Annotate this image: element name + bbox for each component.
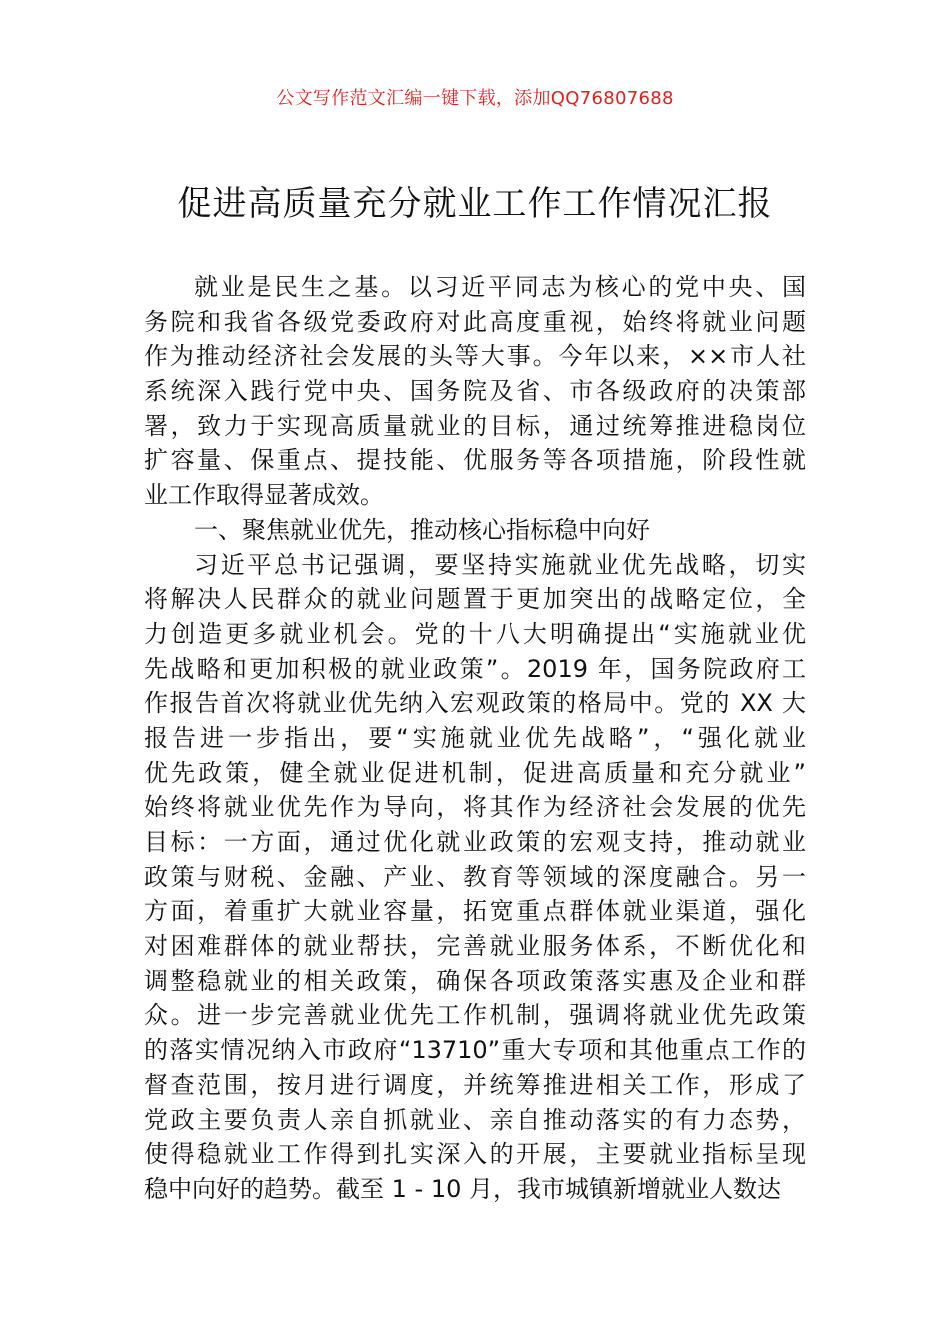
paragraph-line: 调整稳就业的相关政策，确保各项政策落实惠及企业和群 bbox=[144, 966, 806, 995]
paragraph-line: 将解决人民群众的就业问题置于更加突出的战略定位，全 bbox=[144, 585, 806, 614]
paragraph-line: 报告进一步指出，要“实施就业优先战略”，“强化就业 bbox=[144, 723, 806, 752]
paragraph-line: 对困难群体的就业帮扶，完善就业服务体系，不断优化和 bbox=[144, 932, 806, 961]
paragraph-line: 始终将就业优先作为导向，将其作为经济社会发展的优先 bbox=[144, 793, 806, 822]
paragraph-line: 先战略和更加积极的就业政策”。2019 年，国务院政府工 bbox=[144, 654, 806, 683]
section-heading: 一、聚焦就业优先，推动核心指标稳中向好 bbox=[194, 515, 650, 544]
paragraph-line: 稳中向好的趋势。截至 1 - 10 月，我市城镇新增就业人数达 bbox=[144, 1174, 781, 1203]
paragraph-line: 务院和我省各级党委政府对此高度重视，始终将就业问题 bbox=[144, 307, 806, 336]
paragraph-line: 署，致力于实现高质量就业的目标，通过统筹推进稳岗位 bbox=[144, 411, 806, 440]
document-title: 促进高质量充分就业工作工作情况汇报 bbox=[177, 184, 773, 224]
paragraph-line: 力创造更多就业机会。党的十八大明确提出“实施就业优 bbox=[144, 619, 806, 648]
paragraph-line: 作为推动经济社会发展的头等大事。今年以来，××市人社 bbox=[144, 342, 806, 371]
document-body bbox=[144, 270, 806, 1207]
paragraph-line: 党政主要负责人亲自抓就业、亲自推动落实的有力态势， bbox=[144, 1105, 806, 1134]
paragraph-line: 目标：一方面，通过优化就业政策的宏观支持，推动就业 bbox=[144, 828, 806, 856]
paragraph-line: 使得稳就业工作得到扎实深入的开展，主要就业指标呈现 bbox=[144, 1140, 806, 1169]
paragraph-line: 优先政策，健全就业促进机制，促进高质量和充分就业” bbox=[144, 758, 806, 787]
paragraph-line: 的落实情况纳入市政府“13710”重大专项和其他重点工作的 bbox=[144, 1036, 806, 1065]
paragraph-line: 作报告首次将就业优先纳入宏观政策的格局中。党的 XX 大 bbox=[144, 689, 806, 718]
paragraph-line: 方面，着重扩大就业容量，拓宽重点群体就业渠道，强化 bbox=[144, 897, 806, 926]
paragraph-line: 业工作取得显著成效。 bbox=[144, 481, 384, 510]
paragraph-line: 就业是民生之基。以习近平同志为核心的党中央、国 bbox=[194, 273, 806, 301]
paragraph-line: 督查范围，按月进行调度，并统筹推进相关工作，形成了 bbox=[144, 1070, 806, 1099]
paragraph-line: 系统深入践行党中央、国务院及省、市各级政府的决策部 bbox=[144, 377, 806, 406]
paragraph-line: 扩容量、保重点、提技能、优服务等各项措施，阶段性就 bbox=[144, 446, 806, 475]
download-watermark-link: 公文写作范文汇编一键下载，添加QQ76807688 bbox=[276, 88, 674, 109]
paragraph-line: 政策与财税、金融、产业、教育等领域的深度融合。另一 bbox=[144, 862, 806, 891]
paragraph-line: 众。进一步完善就业优先工作机制，强调将就业优先政策 bbox=[144, 1001, 806, 1030]
paragraph-line: 习近平总书记强调，要坚持实施就业优先战略，切实 bbox=[194, 550, 806, 579]
